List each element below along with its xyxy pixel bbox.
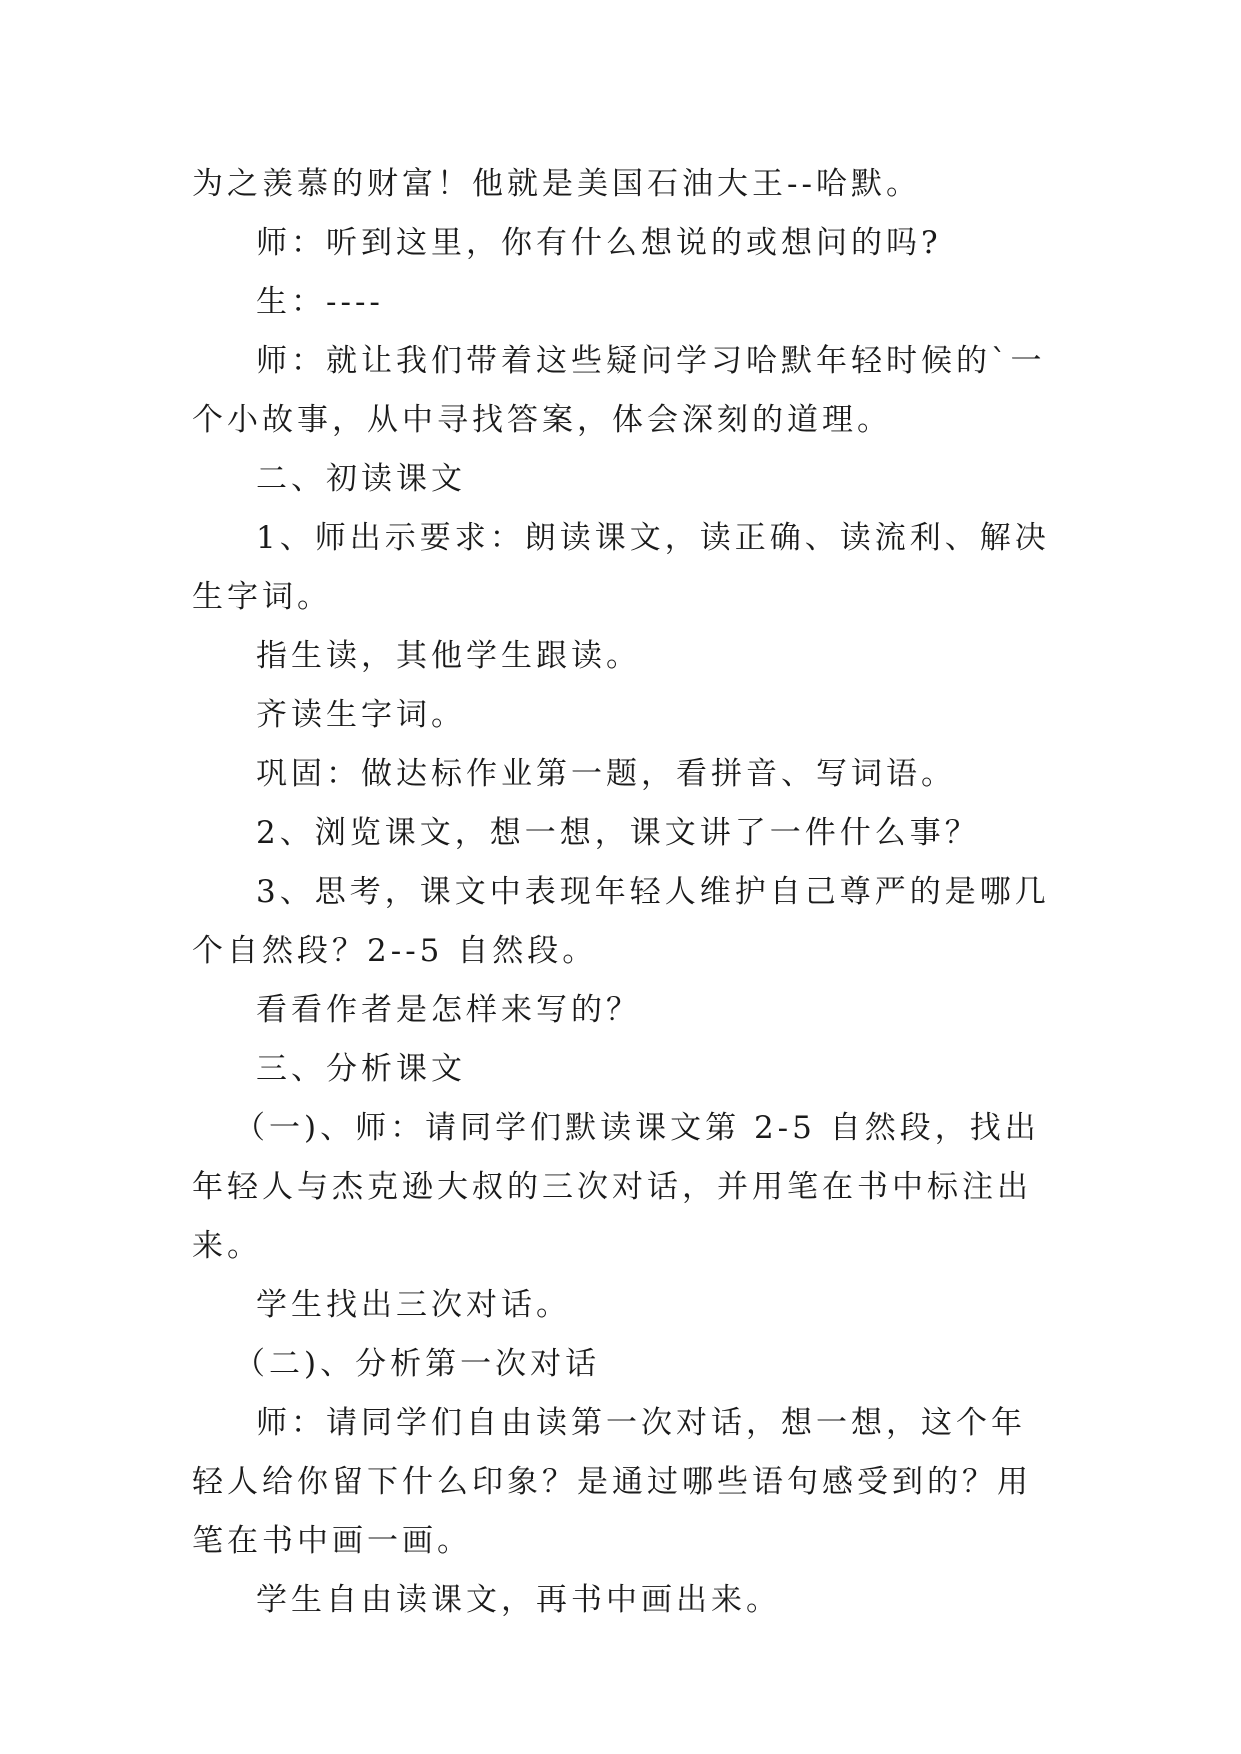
paragraph: 为之羡慕的财富！他就是美国石油大王--哈默。 (192, 166, 921, 202)
paragraph: 2、浏览课文，想一想，课文讲了一件什么事？ (256, 815, 980, 851)
section-heading: 三、分析课文 (256, 1051, 466, 1087)
paragraph: 齐读生字词。 (256, 697, 466, 733)
paragraph: 学生找出三次对话。 (256, 1287, 571, 1323)
paragraph: 学生自由读课文，再书中画出来。 (256, 1582, 781, 1618)
document-body (192, 155, 1050, 1630)
paragraph: 师：听到这里，你有什么想说的或想问的吗? (256, 225, 942, 261)
paragraph: （一)、师：请同学们默读课文第 2-5 自然段，找出年轻人与杰克逊大叔的三次对话，并用笔在书中标注出来。 (192, 1110, 1040, 1264)
paragraph: 1、师出示要求：朗读课文，读正确、读流利、解决生字词。 (192, 520, 1050, 615)
paragraph: 巩固：做达标作业第一题，看拼音、写词语。 (256, 756, 956, 792)
paragraph: 师：就让我们带着这些疑问学习哈默年轻时候的`一个小故事，从中寻找答案，体会深刻的道理。 (192, 343, 1046, 438)
subsection-heading: （二)、分析第一次对话 (234, 1346, 601, 1382)
paragraph: 3、思考，课文中表现年轻人维护自己尊严的是哪几个自然段？2--5 自然段。 (192, 874, 1050, 969)
paragraph: 指生读，其他学生跟读。 (256, 638, 641, 674)
paragraph: 生：---- (256, 284, 384, 320)
paragraph: 看看作者是怎样来写的？ (256, 992, 641, 1028)
section-heading: 二、初读课文 (256, 461, 466, 497)
paragraph: 师：请同学们自由读第一次对话，想一想，这个年轻人给你留下什么印象？是通过哪些语句感受到的？用笔在书中画一画。 (192, 1405, 1032, 1559)
